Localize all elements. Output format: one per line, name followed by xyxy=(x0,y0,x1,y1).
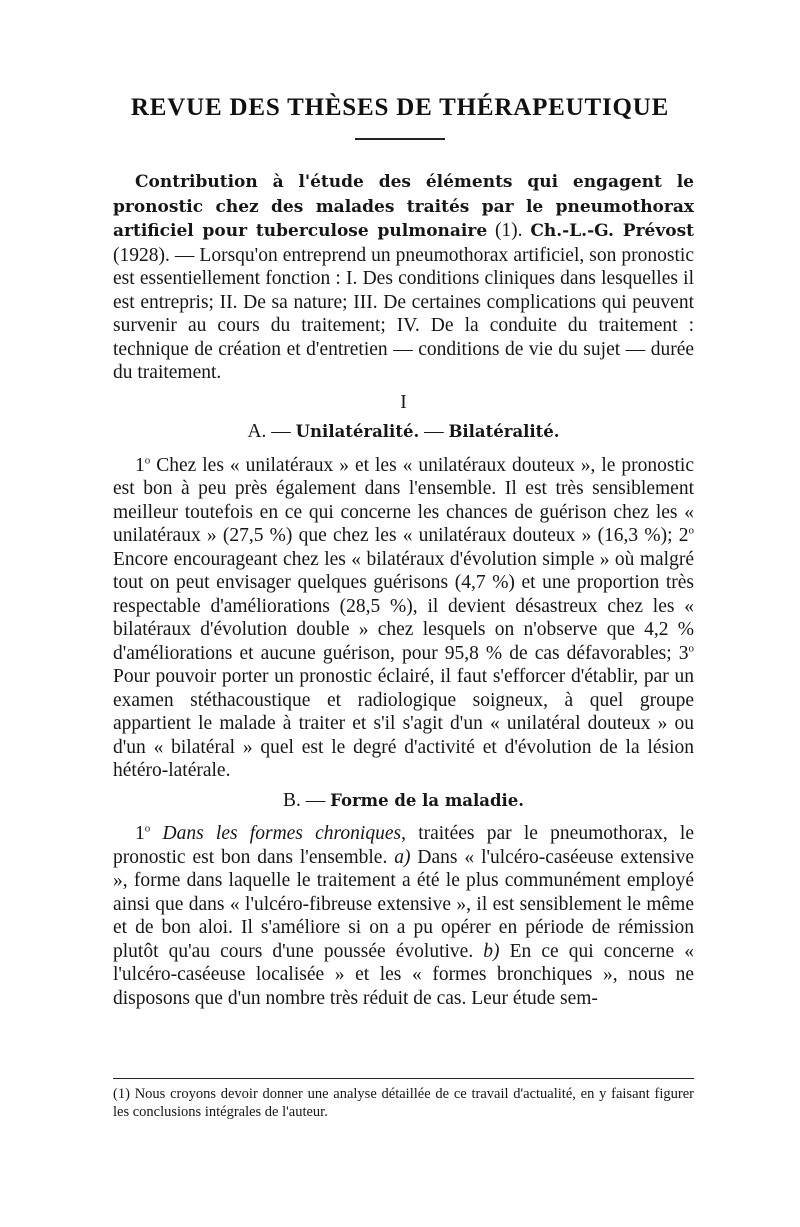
section-a-title-2: Bilatéralité. xyxy=(448,422,560,441)
footnote xyxy=(113,1085,694,1121)
section-b-italic-b: b) xyxy=(483,940,500,962)
section-b-italic-a: a) xyxy=(394,846,411,868)
section-b-title: Forme de la maladie. xyxy=(330,790,524,810)
section-a-paragraph xyxy=(113,454,694,783)
section-b-text-1: , traitées par le pneumothorax, le pronostic est bon dans l'ensemble. xyxy=(113,823,695,868)
section-a-prefix: A. — xyxy=(247,421,296,442)
section-a-title-1: Unilatéralité. xyxy=(295,422,420,441)
article-author: Ch.-L.-G. Prévost xyxy=(530,221,694,241)
section-b-paragraph xyxy=(113,822,694,1010)
ordinal-2: 2 xyxy=(678,525,689,546)
section-b-italic-1: Dans les formes chroniques xyxy=(162,823,402,844)
article-title: Contribution à l'étude des éléments qui engagent le pronostic chez des malades traités par le pneumothorax artificiel pour tuberculose pulmonaire xyxy=(113,172,694,241)
part-numeral: I xyxy=(400,391,407,413)
section-a-text-2: Encore encourageant chez les « bilatéraux d'évolution simple » où malgré tout on peut envisager quelques guérisons (4,7 %) et une proportion très respectable d'améliorations (28,5 %), il devient désastreux chez les « bilatéraux d'évolution double » chez lesquels on n'observe que 4,2 % d'améliorations et aucune guérison, pour 95,8 % de cas défavorables; xyxy=(113,548,694,664)
section-a-text-1: Chez les « unilatéraux » et les « unilatéraux douteux », le pronostic est bon à peu près également dans l'ensemble. Il est très sensiblement meilleur toutefois en ce qui concerne les chances de guérison chez les « unilatéraux » (27,5 %) que chez les « unilatéraux douteux » (16,3 %); xyxy=(113,454,694,546)
ordinal-b-1-sup: o xyxy=(144,822,151,835)
footnote-text: Nous croyons devoir donner une analyse détaillée de ce travail d'actualité, en y faisant figurer les conclusions intégrales de l'auteur. xyxy=(113,1086,694,1120)
ordinal-2-sup: o xyxy=(688,524,694,537)
page-title: REVUE DES THÈSES DE THÉRAPEUTIQUE xyxy=(130,94,670,121)
body-text xyxy=(113,170,694,1010)
section-a-heading xyxy=(113,420,694,444)
footnote-marker: (1) xyxy=(113,1086,130,1102)
footnote-rule xyxy=(113,1078,694,1079)
title-rule xyxy=(355,138,445,140)
section-b-text-2: Dans « l'ulcéro-caséeuse extensive », forme dans laquelle le traitement a été le plus communément employé ainsi que dans « l'ulcéro-fibreuse extensive », il est sensiblement le même et de bon aloi. Il s'améliore si on a pu opérer en période de rémission plutôt qu'au cours d'une poussée évolutive. xyxy=(113,846,694,962)
article-intro-text: (1928). — Lorsqu'on entreprend un pneumothorax artificiel, son pronostic est essentiellement fonction : I. Des conditions cliniques dans lesquelles il est entrepris; II. De sa nature; III. De certaines complications qui peuvent survenir au cours du traitement; IV. De la conduite du traitement : technique de création et d'entretien — conditions de vie du sujet — durée du traitement. xyxy=(113,244,694,383)
ordinal-1: 1 xyxy=(135,454,145,476)
article-intro xyxy=(113,170,694,385)
ordinal-3: 3 xyxy=(678,642,689,664)
section-b-prefix: B. — xyxy=(283,789,331,811)
section-b-heading xyxy=(113,789,694,813)
ordinal-b-1: 1 xyxy=(135,823,145,844)
ordinal-1-sup: o xyxy=(144,454,151,466)
section-b-text-3: En ce qui concerne « l'ulcéro-caséeuse localisée » et les « formes bronchiques », nous ne disposons que d'un nombre très réduit de cas. Leur étude sem- xyxy=(113,940,694,1009)
section-a-text-3: Pour pouvoir porter un pronostic éclairé, il faut s'efforcer d'établir, par un examen stéthacoustique et radiologique soigneux, à quel groupe appartient le malade à traiter et s'il s'agit d'un « unilatéral douteux » ou d'un « bilatéral » quel est le degré d'activité et d'évolution de la lésion hétéro-latérale. xyxy=(113,666,694,781)
section-a-sep: — xyxy=(419,421,449,442)
footnote-ref: (1). xyxy=(487,220,531,241)
ordinal-3-sup: o xyxy=(688,642,694,654)
